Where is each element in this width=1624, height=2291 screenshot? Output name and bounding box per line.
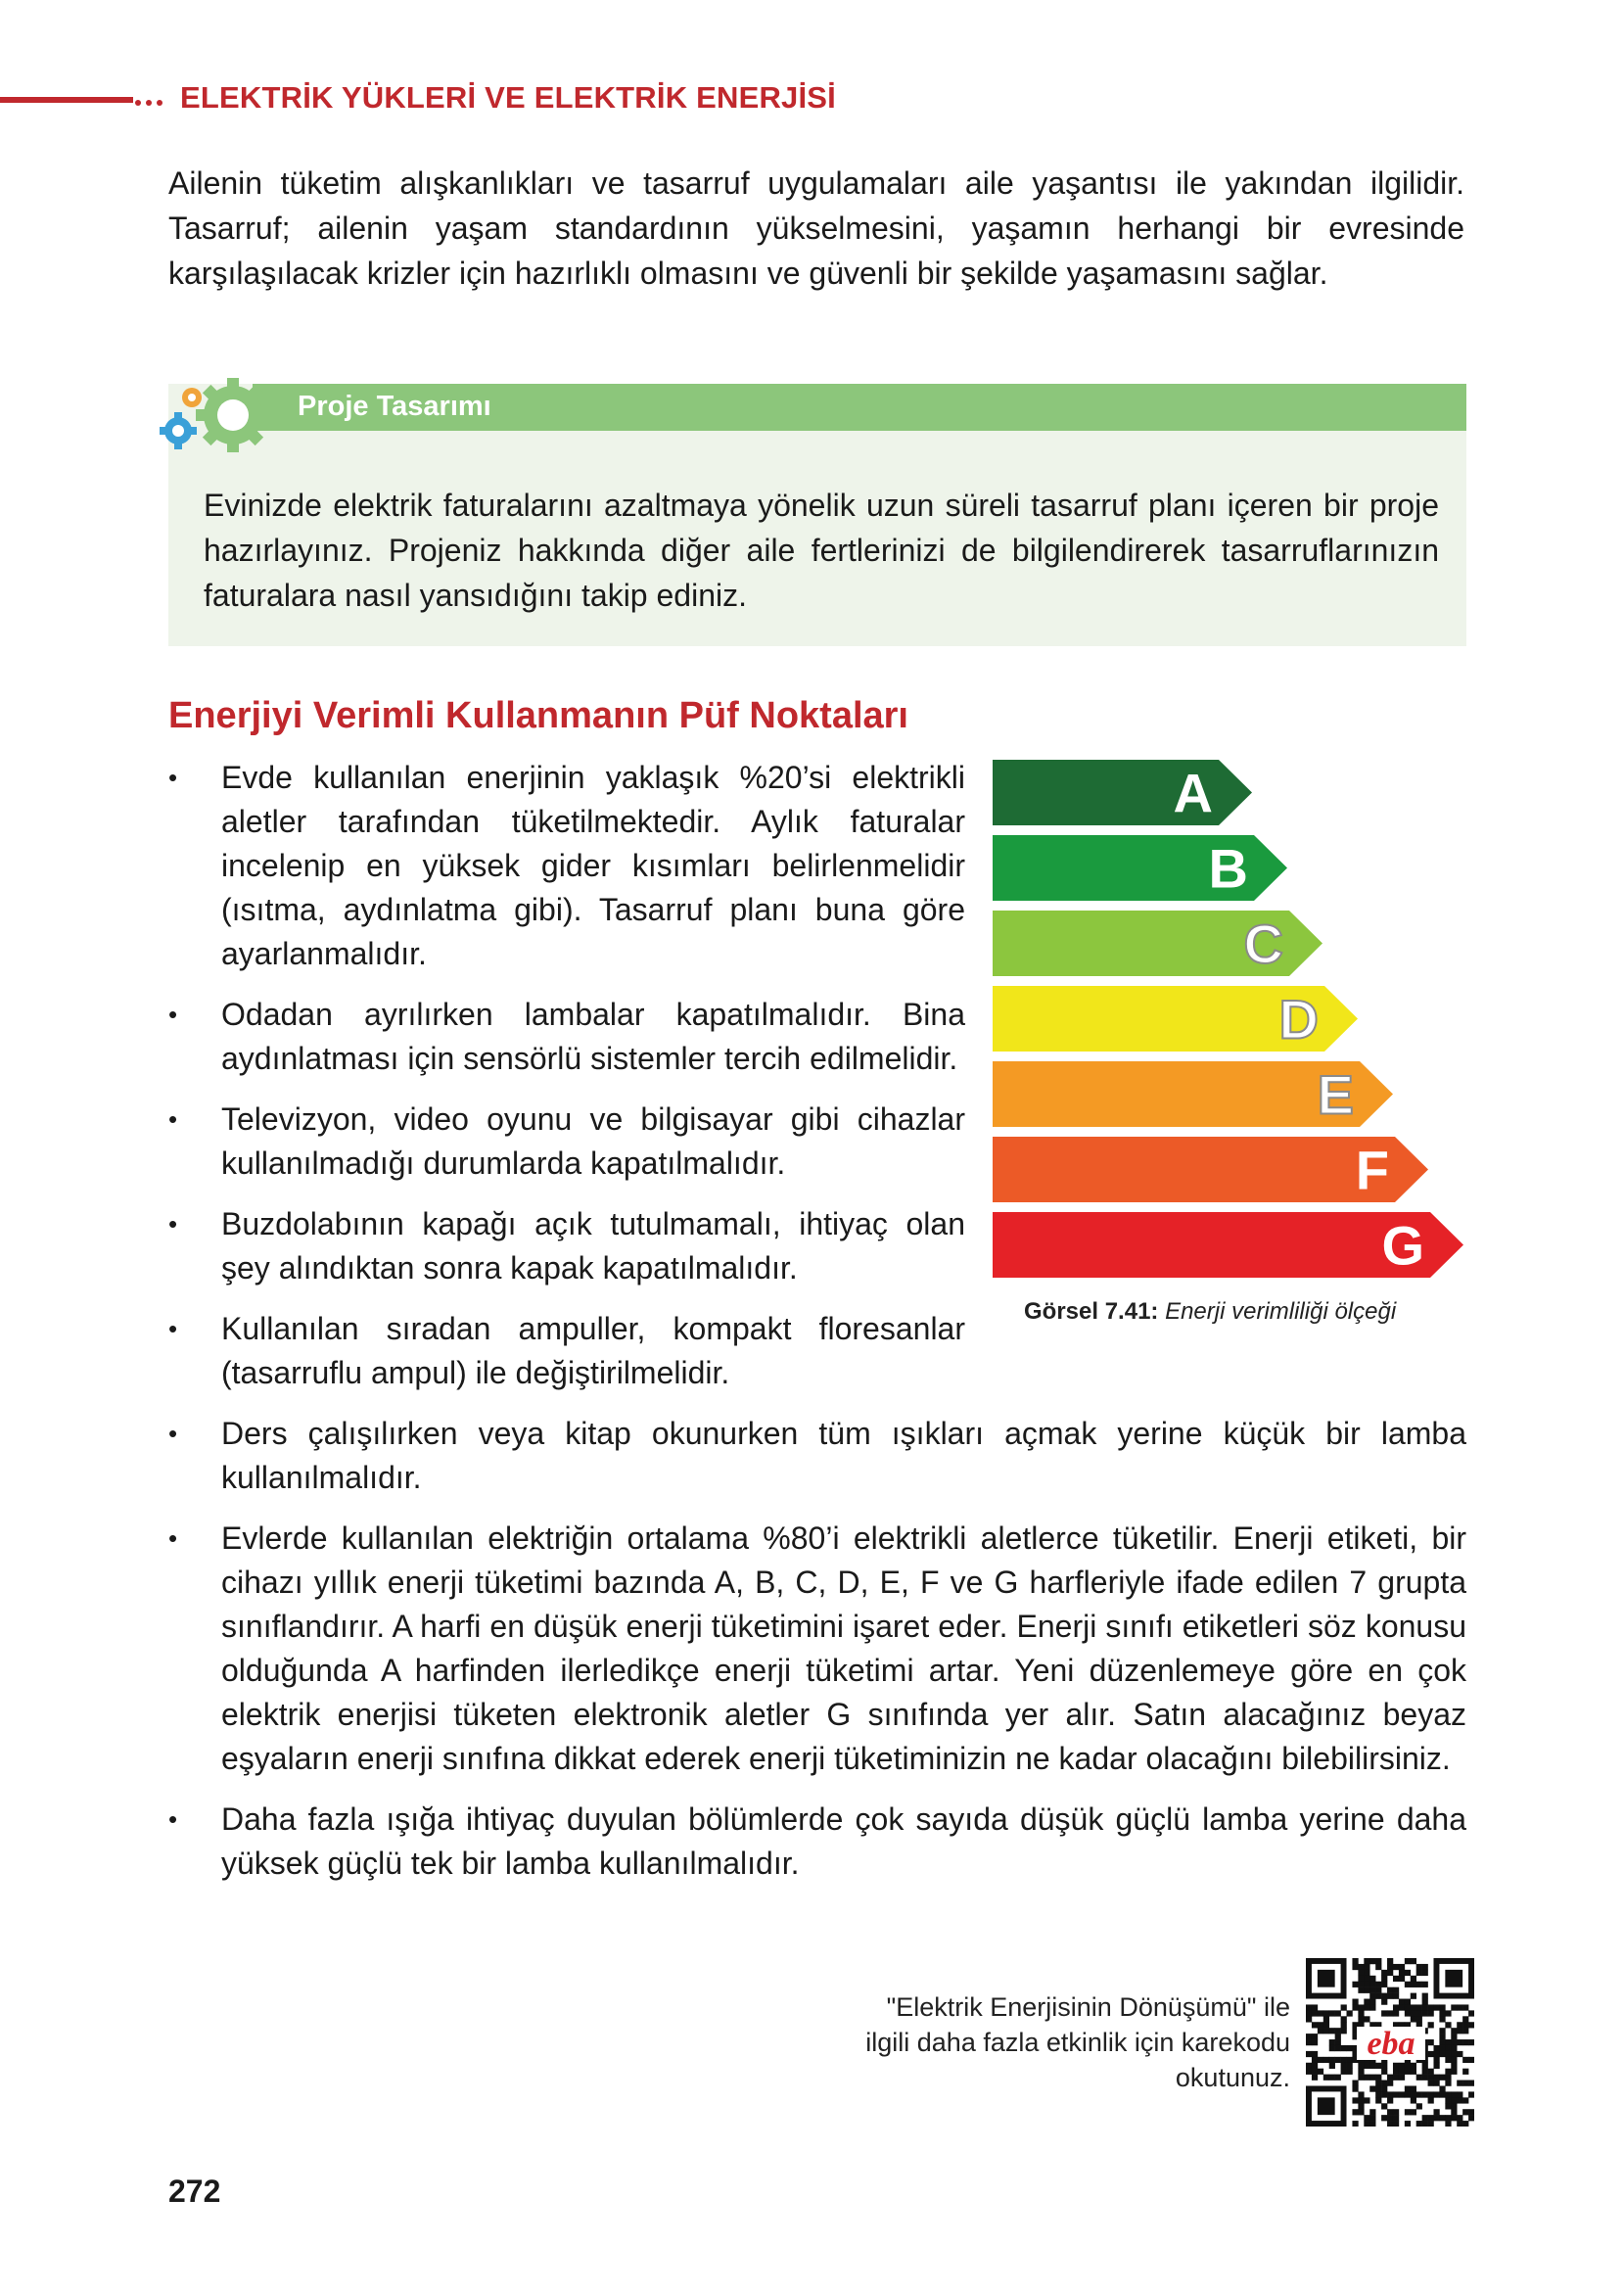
- figure-caption: [1024, 1298, 1396, 1326]
- energy-class-c: [993, 911, 1322, 976]
- caption-label: Görsel 7.41:: [1024, 1298, 1159, 1325]
- list-item: • Evlerde kullanılan elektriğin ortalama %80’i elektrikli aletlerce tüketilir. Enerji etiketi, bir cihazı yıllık enerji tüketimi bazında A, B, C, D, E, F ve G harfleriyle ifade edilen 7 grupta sınıflandırır. A harfi en düşük enerji tüketimini işaret eder. Enerji sınıfı etiketleri söz konusu olduğunda A harfinden ilerledikçe enerji tüketimi artar. Yeni düzenlemeye göre en çok elektrik enerjisi tüketen elektronik aletler G sınıfında yer alır. Satın alacağınız beyaz eşyaların enerji sınıfına dikkat ederek enerji tüketiminizin ne kadar olacağını bilebilirsiniz.: [168, 1517, 1466, 1781]
- list-item: • Buzdolabının kapağı açık tutulmamalı, ihtiyaç olan şey alındıktan sonra kapak kapatılmalıdır.: [168, 1202, 965, 1290]
- list-item: • Televizyon, video oyunu ve bilgisayar gibi cihazlar kullanılmadığı durumlarda kapatılmalıdır.: [168, 1098, 965, 1186]
- energy-class-d: [993, 986, 1358, 1052]
- energy-class-g: [993, 1212, 1463, 1278]
- energy-class-a: [993, 760, 1252, 825]
- caption-text: Enerji verimliliği ölçeği: [1165, 1298, 1397, 1325]
- energy-class-b: [993, 835, 1287, 901]
- energy-class-bar: [993, 760, 1252, 825]
- energy-class-label: C: [1243, 912, 1283, 975]
- energy-class-e: [993, 1061, 1393, 1127]
- chapter-title: ELEKTRİK YÜKLERİ VE ELEKTRİK ENERJİSİ: [180, 80, 836, 115]
- header-rule: [0, 97, 133, 103]
- gears-icon: [155, 374, 272, 462]
- energy-class-label: G: [1381, 1214, 1424, 1277]
- qr-code-icon[interactable]: [1306, 1958, 1474, 2127]
- header-dots: [135, 93, 176, 107]
- energy-class-label: E: [1317, 1063, 1354, 1126]
- intro-paragraph: Ailenin tüketim alışkanlıkları ve tasarruf uygulamaları aile yaşantısı ile yakından ilgilidir. Tasarruf; ailenin yaşam standardının yükselmesini, yaşamın herhangi bir evresinde karşılaşılacak krizler için hazırlıklı olmasını ve güvenli bir şekilde yaşamasını sağlar.: [168, 165, 1464, 291]
- list-item: • Ders çalışılırken veya kitap okunurken tüm ışıkları açmak yerine küçük bir lamba kullanılmalıdır.: [168, 1412, 1466, 1500]
- qr-instruction: "Elektrik Enerjisinin Dönüşümü" ile ilgili daha fazla etkinlik için karekodu okutunuz.: [865, 1992, 1290, 2092]
- project-text: Evinizde elektrik faturalarını azaltmaya yönelik uzun süreli tasarruf planı içeren bir proje hazırlayınız. Projeniz hakkında diğer aile fertlerinizi de bilgilendirerek tasarruflarınızın faturalara nasıl yansıdığını takip ediniz.: [204, 488, 1439, 613]
- energy-efficiency-scale: [993, 760, 1472, 1288]
- list-item: • Kullanılan sıradan ampuller, kompakt floresanlar (tasarruflu ampul) ile değiştirilmelidir.: [168, 1307, 965, 1395]
- energy-class-label: B: [1208, 837, 1248, 900]
- page-number: 272: [168, 2174, 221, 2209]
- energy-class-label: F: [1355, 1139, 1389, 1201]
- section-title: Enerjiyi Verimli Kullanmanın Püf Noktaları: [168, 695, 908, 736]
- energy-class-label: A: [1173, 762, 1213, 824]
- energy-class-label: D: [1278, 988, 1319, 1051]
- list-item: • Evde kullanılan enerjinin yaklaşık %20’si elektrikli aletler tarafından tüketilmektedir. Aylık faturalar incelenip en yüksek gider kısımları belirlenmelidir (ısıtma, aydınlatma gibi). Tasarruf planı buna göre ayarlanmalıdır.: [168, 756, 965, 976]
- energy-class-f: [993, 1137, 1428, 1202]
- list-item: • Daha fazla ışığa ihtiyaç duyulan bölümlerde çok sayıda düşük güçlü lamba yerine daha yüksek güçlü tek bir lamba kullanılmalıdır.: [168, 1798, 1466, 1886]
- list-item: • Odadan ayrılırken lambalar kapatılmalıdır. Bina aydınlatması için sensörlü sistemler tercih edilmelidir.: [168, 993, 965, 1081]
- eba-logo: eba: [1367, 2026, 1415, 2062]
- project-title: Proje Tasarımı: [298, 391, 491, 422]
